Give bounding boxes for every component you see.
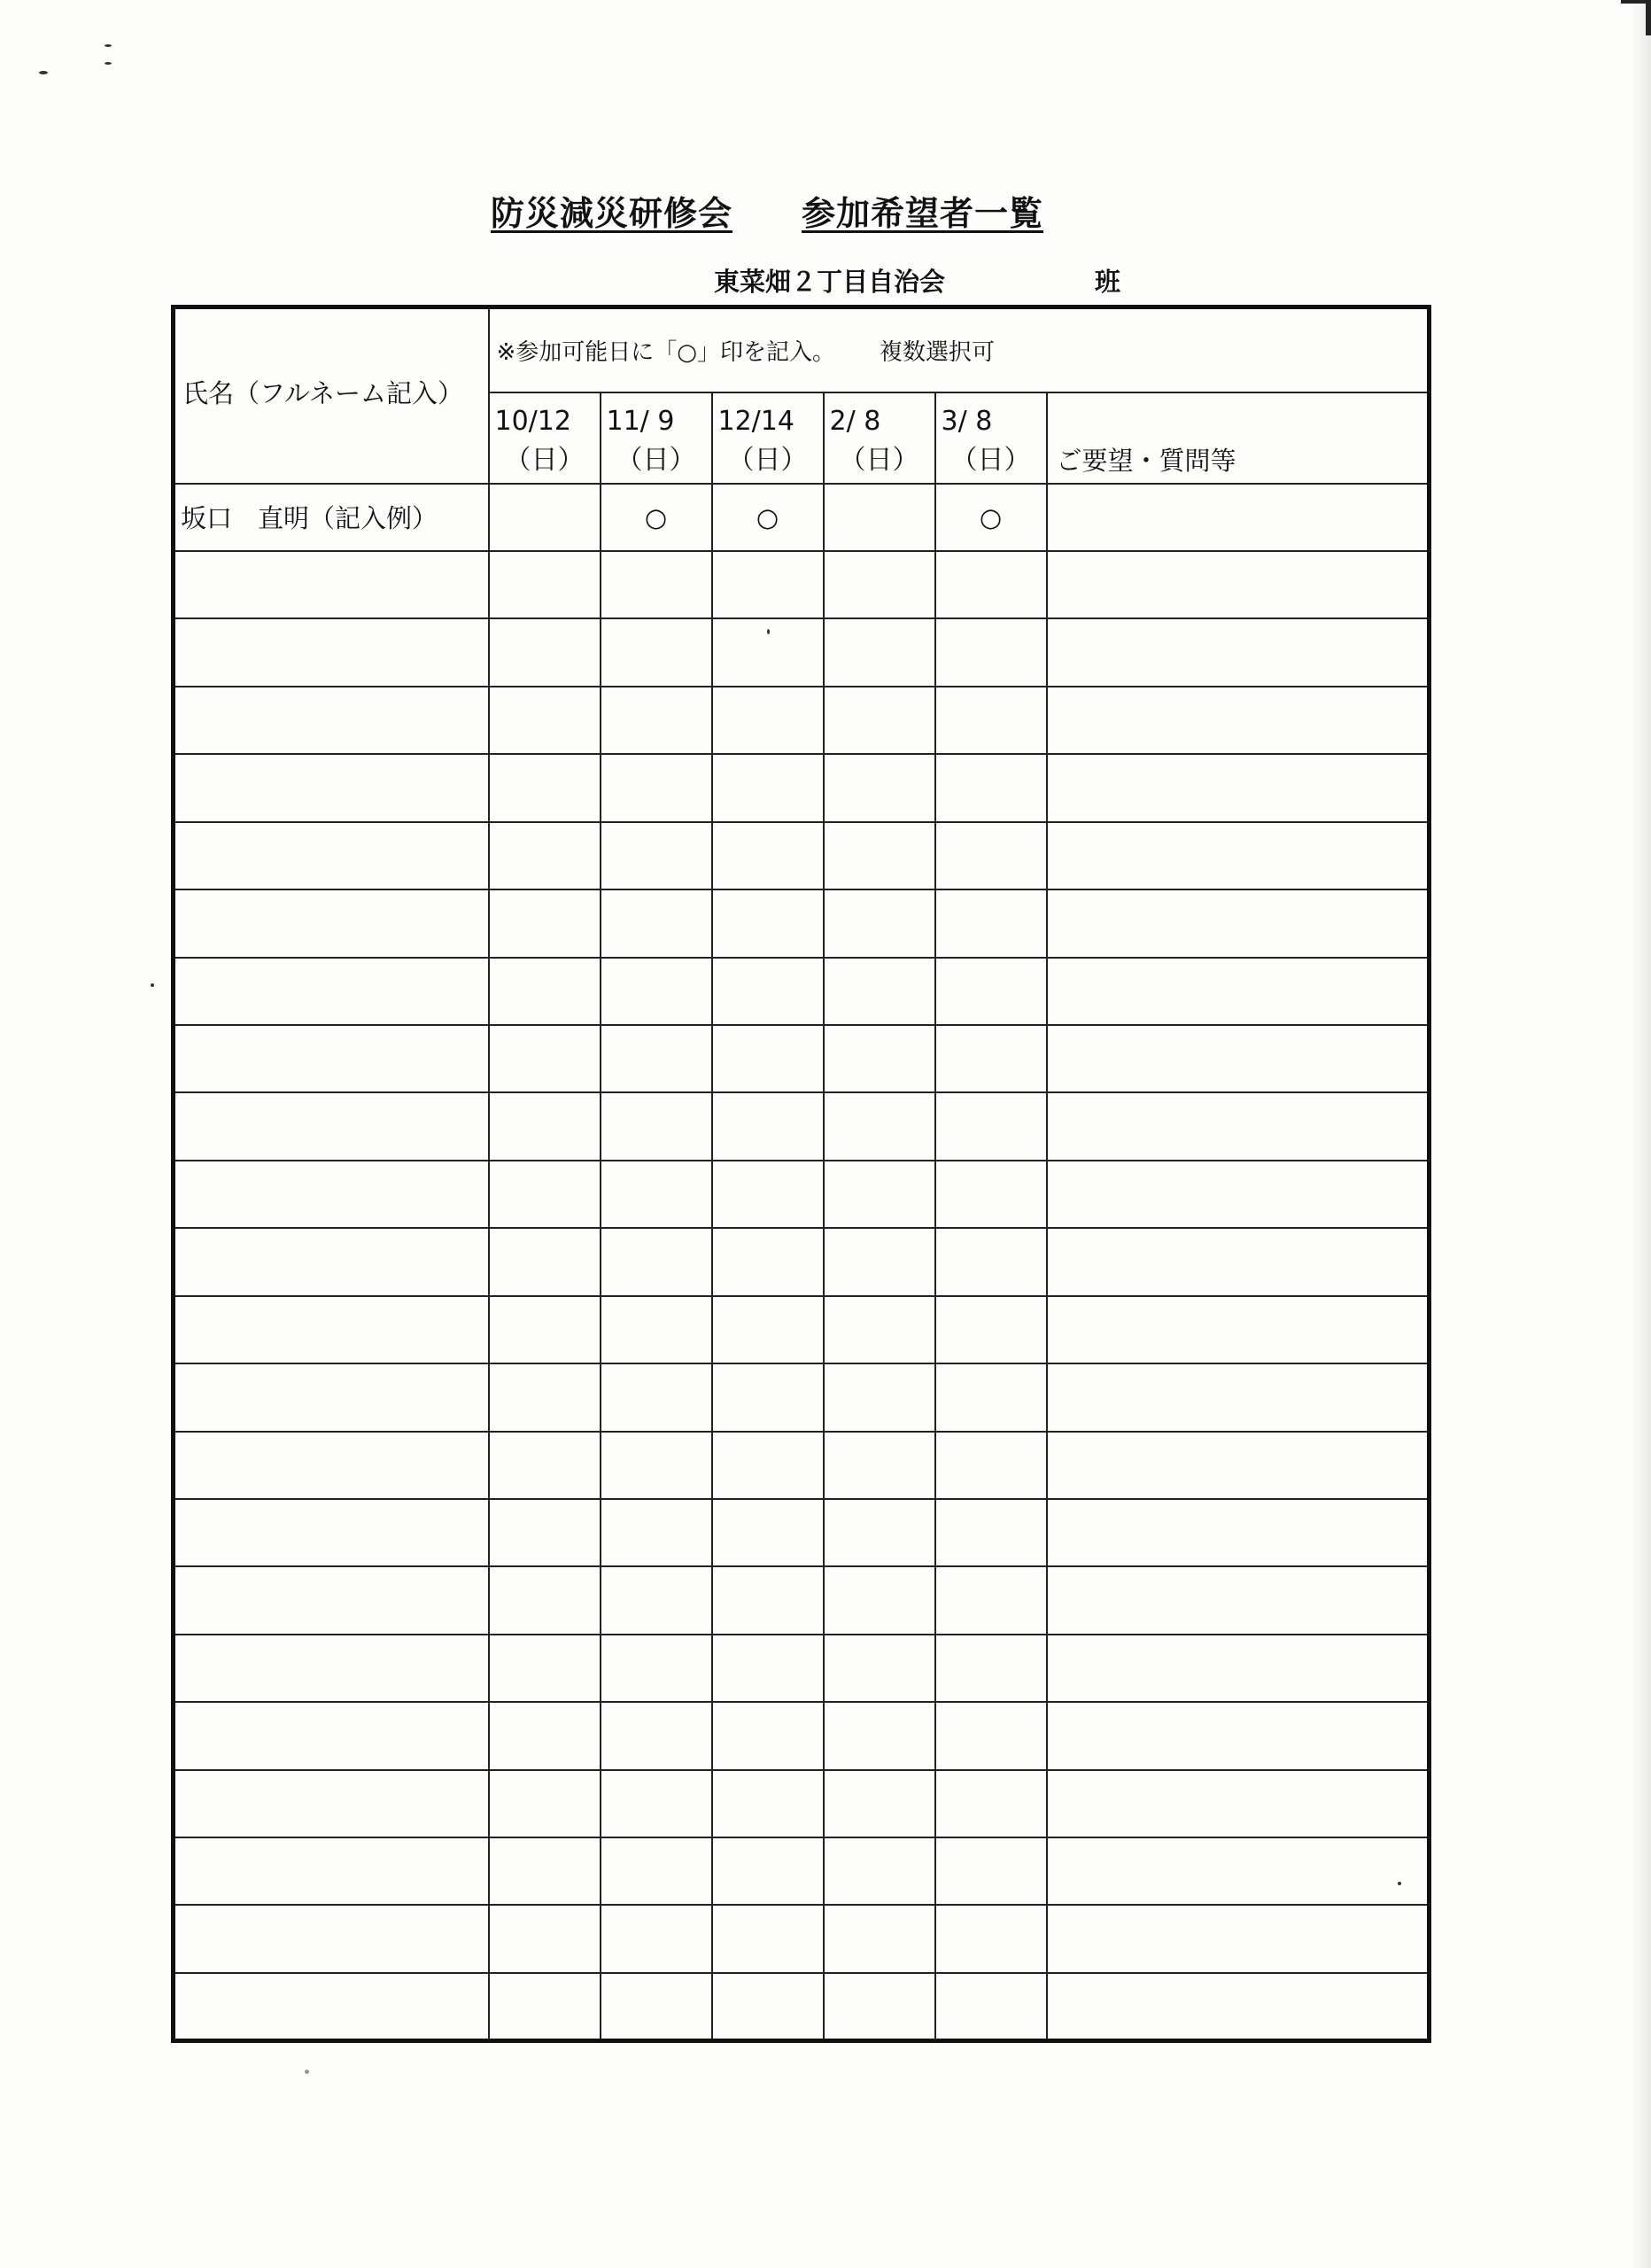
blank-entry-row xyxy=(174,1702,1430,1769)
request-cell[interactable] xyxy=(1047,1635,1430,1702)
blank-entry-row xyxy=(174,889,1430,957)
date-cell[interactable] xyxy=(824,1228,935,1295)
header-row-instruction xyxy=(174,307,1430,393)
name-cell[interactable] xyxy=(174,1092,489,1160)
request-cell[interactable] xyxy=(1047,1905,1430,1972)
request-cell[interactable] xyxy=(1047,1363,1430,1431)
date-cell[interactable] xyxy=(489,822,601,889)
scan-speck xyxy=(39,71,48,74)
date-cell[interactable] xyxy=(935,551,1047,618)
date-cell[interactable] xyxy=(489,1499,601,1566)
request-cell[interactable] xyxy=(1047,754,1430,821)
date-cell[interactable] xyxy=(489,1566,601,1634)
request-cell[interactable] xyxy=(1047,1499,1430,1566)
participant-table xyxy=(171,305,1431,2043)
date-cell[interactable] xyxy=(712,1161,824,1228)
blank-entry-row xyxy=(174,1635,1430,1702)
date-cell[interactable] xyxy=(712,1973,824,2041)
date-cell[interactable] xyxy=(601,889,712,957)
scan-speck xyxy=(105,44,112,47)
request-cell[interactable] xyxy=(1047,1025,1430,1092)
date-cell[interactable] xyxy=(489,1635,601,1702)
date-cell[interactable] xyxy=(824,1363,935,1431)
request-cell[interactable] xyxy=(1047,1296,1430,1363)
date-cell[interactable] xyxy=(601,1566,712,1634)
blank-entry-row xyxy=(174,551,1430,618)
date-cell[interactable] xyxy=(935,618,1047,686)
request-cell[interactable] xyxy=(1047,958,1430,1025)
request-cell[interactable] xyxy=(1047,551,1430,618)
scan-edge-shadow xyxy=(1630,0,1651,2268)
request-cell[interactable] xyxy=(1047,1092,1430,1160)
date-cell[interactable] xyxy=(824,1296,935,1363)
date-cell[interactable] xyxy=(824,551,935,618)
blank-entry-row xyxy=(174,958,1430,1025)
date-cell[interactable] xyxy=(489,1296,601,1363)
document-title xyxy=(491,186,1044,235)
name-cell[interactable] xyxy=(174,618,489,686)
request-cell[interactable] xyxy=(1047,1566,1430,1634)
request-cell[interactable] xyxy=(1047,1973,1430,2041)
example-mark: ○ xyxy=(601,484,712,551)
name-cell[interactable] xyxy=(174,1702,489,1769)
date-cell[interactable] xyxy=(489,889,601,957)
group-label: 班 xyxy=(1095,267,1121,297)
date-cell[interactable] xyxy=(712,687,824,754)
date-column-header: 11/ 9 （日） xyxy=(601,392,712,484)
scan-speck xyxy=(305,2070,309,2074)
date-cell[interactable] xyxy=(935,1770,1047,1837)
date-cell[interactable] xyxy=(712,1025,824,1092)
example-mark: ○ xyxy=(712,484,824,551)
name-cell[interactable] xyxy=(174,1432,489,1499)
example-request xyxy=(1047,484,1430,551)
request-cell[interactable] xyxy=(1047,889,1430,957)
date-cell[interactable] xyxy=(601,1092,712,1160)
date-cell[interactable] xyxy=(712,618,824,686)
date-cell[interactable] xyxy=(935,822,1047,889)
blank-entry-row xyxy=(174,1905,1430,1972)
example-mark xyxy=(824,484,935,551)
date-cell[interactable] xyxy=(712,1228,824,1295)
date-cell[interactable] xyxy=(935,1499,1047,1566)
date-cell[interactable] xyxy=(601,1905,712,1972)
name-cell[interactable] xyxy=(174,1363,489,1431)
date-cell[interactable] xyxy=(824,1973,935,2041)
date-cell[interactable] xyxy=(489,958,601,1025)
name-cell[interactable] xyxy=(174,1973,489,2041)
date-cell[interactable] xyxy=(489,1432,601,1499)
example-mark: ○ xyxy=(935,484,1047,551)
date-cell[interactable] xyxy=(489,551,601,618)
date-cell[interactable] xyxy=(601,618,712,686)
date-cell[interactable] xyxy=(935,1228,1047,1295)
date-cell[interactable] xyxy=(489,1973,601,2041)
date-cell[interactable] xyxy=(935,1837,1047,1905)
date-cell[interactable] xyxy=(601,551,712,618)
scan-speck xyxy=(151,983,154,987)
name-cell[interactable] xyxy=(174,1296,489,1363)
date-cell[interactable] xyxy=(824,1635,935,1702)
blank-entry-row xyxy=(174,754,1430,821)
date-cell[interactable] xyxy=(824,1092,935,1160)
date-cell[interactable] xyxy=(824,618,935,686)
date-cell[interactable] xyxy=(601,1837,712,1905)
date-cell[interactable] xyxy=(712,1566,824,1634)
example-mark xyxy=(489,484,601,551)
date-cell[interactable] xyxy=(712,1499,824,1566)
title-seminar: 防災減災研修会 xyxy=(491,194,733,233)
request-cell[interactable] xyxy=(1047,822,1430,889)
name-cell[interactable] xyxy=(174,958,489,1025)
date-cell[interactable] xyxy=(824,1770,935,1837)
date-cell[interactable] xyxy=(712,958,824,1025)
blank-entry-row xyxy=(174,822,1430,889)
date-cell[interactable] xyxy=(601,687,712,754)
request-cell[interactable] xyxy=(1047,1702,1430,1769)
date-cell[interactable] xyxy=(824,687,935,754)
date-cell[interactable] xyxy=(824,1905,935,1972)
date-cell[interactable] xyxy=(601,1635,712,1702)
date-cell[interactable] xyxy=(489,618,601,686)
name-cell[interactable] xyxy=(174,1905,489,1972)
request-cell[interactable] xyxy=(1047,687,1430,754)
date-cell[interactable] xyxy=(601,1025,712,1092)
date-cell[interactable] xyxy=(712,1770,824,1837)
date-cell[interactable] xyxy=(601,1432,712,1499)
date-cell[interactable] xyxy=(601,1499,712,1566)
date-cell[interactable] xyxy=(601,1228,712,1295)
date-cell[interactable] xyxy=(601,1770,712,1837)
date-cell[interactable] xyxy=(601,1363,712,1431)
name-cell[interactable] xyxy=(174,1499,489,1566)
request-cell[interactable] xyxy=(1047,1161,1430,1228)
blank-entry-row xyxy=(174,1837,1430,1905)
date-cell[interactable] xyxy=(935,1973,1047,2041)
request-cell[interactable] xyxy=(1047,618,1430,686)
name-cell[interactable] xyxy=(174,1635,489,1702)
date-cell[interactable] xyxy=(824,754,935,821)
date-column-header: 12/14 （日） xyxy=(712,392,824,484)
date-cell[interactable] xyxy=(824,1566,935,1634)
date-cell[interactable] xyxy=(935,1161,1047,1228)
date-cell[interactable] xyxy=(601,958,712,1025)
date-cell[interactable] xyxy=(601,1973,712,2041)
name-cell[interactable] xyxy=(174,687,489,754)
date-cell[interactable] xyxy=(824,1837,935,1905)
name-cell[interactable] xyxy=(174,1770,489,1837)
date-column-header: 10/12 （日） xyxy=(489,392,601,484)
date-cell[interactable] xyxy=(935,889,1047,957)
date-cell[interactable] xyxy=(489,1905,601,1972)
date-column-header: 3/ 8 （日） xyxy=(935,392,1047,484)
date-cell[interactable] xyxy=(935,1432,1047,1499)
date-cell[interactable] xyxy=(712,1905,824,1972)
date-cell[interactable] xyxy=(712,1635,824,1702)
date-cell[interactable] xyxy=(601,754,712,821)
date-cell[interactable] xyxy=(712,1363,824,1431)
blank-entry-row xyxy=(174,1770,1430,1837)
instruction-cell xyxy=(489,307,1430,393)
name-cell[interactable] xyxy=(174,551,489,618)
instruction-text: ※参加可能日に「○」印を記入。 xyxy=(496,339,835,367)
scan-edge-corner xyxy=(1621,0,1651,35)
name-cell[interactable] xyxy=(174,1228,489,1295)
date-cell[interactable] xyxy=(601,1161,712,1228)
date-cell[interactable] xyxy=(824,1432,935,1499)
date-cell[interactable] xyxy=(712,822,824,889)
date-cell[interactable] xyxy=(824,1702,935,1769)
date-cell[interactable] xyxy=(935,958,1047,1025)
date-cell[interactable] xyxy=(935,1905,1047,1972)
name-cell[interactable] xyxy=(174,822,489,889)
date-cell[interactable] xyxy=(712,1837,824,1905)
name-cell[interactable] xyxy=(174,1025,489,1092)
blank-entry-row xyxy=(174,1161,1430,1228)
name-cell[interactable] xyxy=(174,1161,489,1228)
date-cell[interactable] xyxy=(712,1432,824,1499)
blank-entry-row xyxy=(174,1092,1430,1160)
example-name: 坂口 直明（記入例） xyxy=(174,484,489,551)
date-cell[interactable] xyxy=(489,1770,601,1837)
name-cell[interactable] xyxy=(174,1566,489,1634)
date-cell[interactable] xyxy=(712,1092,824,1160)
date-cell[interactable] xyxy=(935,1296,1047,1363)
date-cell[interactable] xyxy=(935,1702,1047,1769)
blank-entry-row xyxy=(174,1566,1430,1634)
date-cell[interactable] xyxy=(935,1025,1047,1092)
date-cell[interactable] xyxy=(489,1025,601,1092)
date-cell[interactable] xyxy=(712,754,824,821)
multiple-choice-note: 複数選択可 xyxy=(879,339,995,367)
blank-entry-row xyxy=(174,1296,1430,1363)
title-participants-list: 参加希望者一覧 xyxy=(802,194,1044,233)
blank-entry-row xyxy=(174,1025,1430,1092)
blank-entry-row xyxy=(174,1432,1430,1499)
date-cell[interactable] xyxy=(935,687,1047,754)
date-cell[interactable] xyxy=(935,1363,1047,1431)
date-cell[interactable] xyxy=(824,1499,935,1566)
name-cell[interactable] xyxy=(174,754,489,821)
date-cell[interactable] xyxy=(489,1161,601,1228)
blank-entry-row xyxy=(174,1228,1430,1295)
blank-entry-row xyxy=(174,687,1430,754)
scan-speck xyxy=(105,62,112,65)
request-cell[interactable] xyxy=(1047,1770,1430,1837)
requests-column-header: ご要望・質問等 xyxy=(1047,392,1430,484)
name-cell[interactable] xyxy=(174,889,489,957)
date-cell[interactable] xyxy=(824,1025,935,1092)
example-row xyxy=(174,484,1430,551)
date-cell[interactable] xyxy=(489,687,601,754)
blank-entry-row xyxy=(174,1973,1430,2041)
date-cell[interactable] xyxy=(824,1161,935,1228)
date-cell[interactable] xyxy=(824,889,935,957)
name-cell[interactable] xyxy=(174,1837,489,1905)
date-cell[interactable] xyxy=(601,1702,712,1769)
request-cell[interactable] xyxy=(1047,1837,1430,1905)
request-cell[interactable] xyxy=(1047,1228,1430,1295)
date-cell[interactable] xyxy=(935,754,1047,821)
date-cell[interactable] xyxy=(824,822,935,889)
date-cell[interactable] xyxy=(489,754,601,821)
date-cell[interactable] xyxy=(489,1092,601,1160)
date-cell[interactable] xyxy=(489,1837,601,1905)
date-cell[interactable] xyxy=(601,822,712,889)
date-cell[interactable] xyxy=(935,1635,1047,1702)
date-cell[interactable] xyxy=(489,1702,601,1769)
name-column-header: 氏名（フルネーム記入） xyxy=(174,307,489,484)
date-cell[interactable] xyxy=(489,1363,601,1431)
date-column-header: 2/ 8 （日） xyxy=(824,392,935,484)
blank-entry-row xyxy=(174,1363,1430,1431)
date-cell[interactable] xyxy=(712,551,824,618)
request-cell[interactable] xyxy=(1047,1432,1430,1499)
date-cell[interactable] xyxy=(935,1092,1047,1160)
date-cell[interactable] xyxy=(712,1296,824,1363)
date-cell[interactable] xyxy=(824,958,935,1025)
blank-entry-row xyxy=(174,618,1430,686)
date-cell[interactable] xyxy=(601,1296,712,1363)
date-cell[interactable] xyxy=(489,1228,601,1295)
date-cell[interactable] xyxy=(935,1566,1047,1634)
date-cell[interactable] xyxy=(712,889,824,957)
blank-entry-row xyxy=(174,1499,1430,1566)
organization-name: 東菜畑２丁目自治会 xyxy=(714,267,946,297)
date-cell[interactable] xyxy=(712,1702,824,1769)
